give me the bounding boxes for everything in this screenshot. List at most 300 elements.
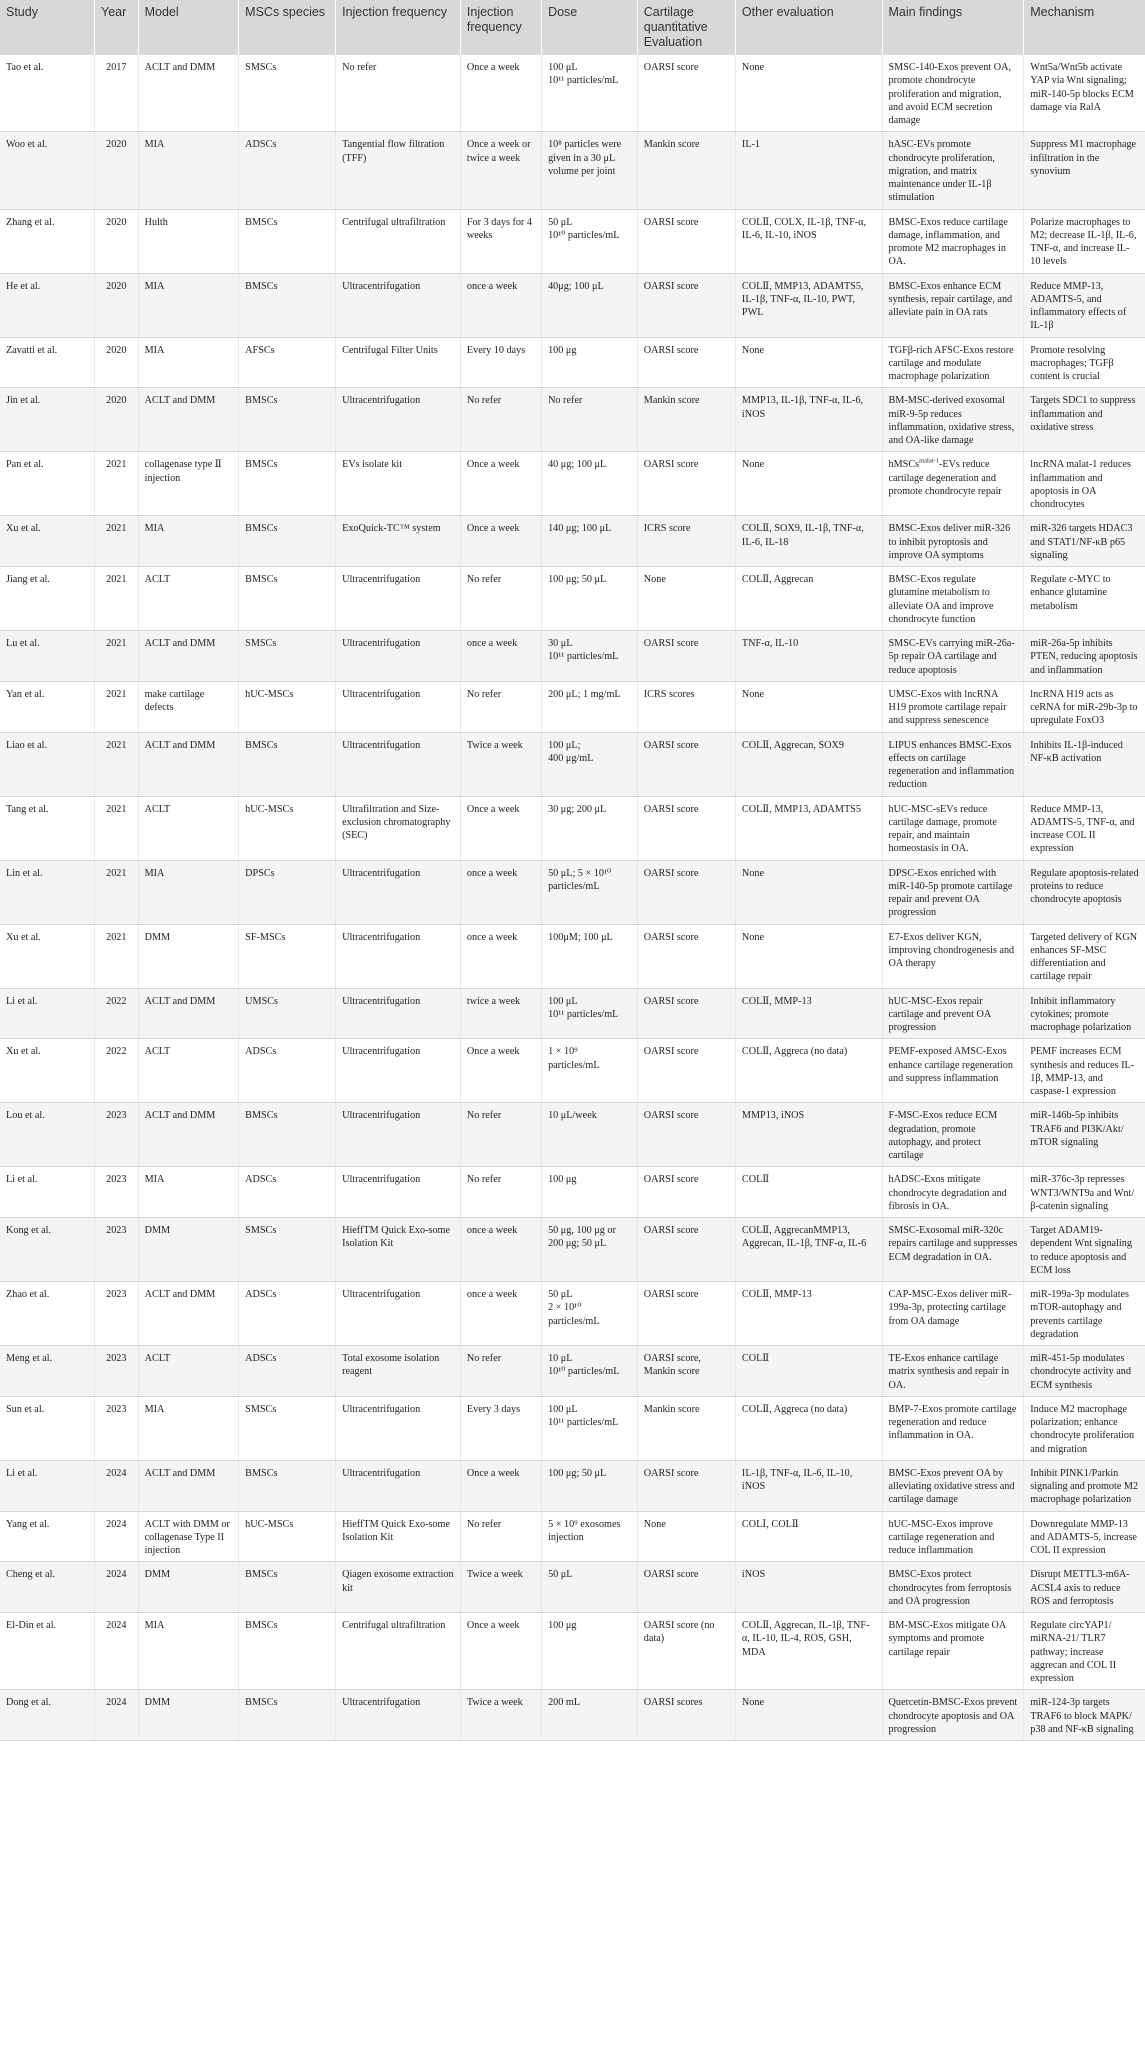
cell-species: SMSCs [239, 55, 336, 132]
cell-mechanism: miR-146b-5p inhibits TRAF6 and PI3K/Akt/ mTOR signaling [1024, 1103, 1145, 1167]
cell-method: Total exosome isolation reagent [336, 1346, 461, 1397]
cell-species: BMSCs [239, 388, 336, 452]
cell-findings: BMP-7-Exos promote cartilage regeneration and reduce inflammation in OA. [882, 1396, 1024, 1460]
cell-species: BMSCs [239, 567, 336, 631]
cell-model: DMM [138, 1218, 239, 1282]
cell-findings: BMSC-Exos regulate glutamine metabolism to alleviate OA and improve chondrocyte function [882, 567, 1024, 631]
cell-other: MMP13, iNOS [735, 1103, 882, 1167]
cell-frequency: once a week [460, 273, 541, 337]
cell-study: Zhang et al. [0, 209, 95, 273]
header-other-evaluation: Other evaluation [735, 0, 882, 55]
cell-frequency: Twice a week [460, 732, 541, 796]
cell-study: Pan et al. [0, 452, 95, 516]
cell-mechanism: miR-124-3p targets TRAF6 to block MAPK/ p38 and NF-κB signaling [1024, 1690, 1145, 1741]
cell-species: ADSCs [239, 1346, 336, 1397]
cell-findings: hADSC-Exos mitigate chondrocyte degradation and fibrosis in OA. [882, 1167, 1024, 1218]
cell-year: 2020 [95, 388, 139, 452]
header-main-findings: Main findings [882, 0, 1024, 55]
cell-score: Mankin score [637, 388, 735, 452]
table-row [0, 273, 1145, 337]
cell-score: OARSI score [637, 1562, 735, 1613]
cell-score: None [637, 1511, 735, 1562]
cell-method: Qiagen exosome extraction kit [336, 1562, 461, 1613]
table-header-row [0, 0, 1145, 55]
cell-mechanism: PEMF increases ECM synthesis and reduces IL-1β, MMP-13, and caspase-1 expression [1024, 1039, 1145, 1103]
cell-other: COLⅡ, AggrecanMMP13, Aggrecan, IL-1β, TNF-α, IL-6 [735, 1218, 882, 1282]
cell-other: None [735, 337, 882, 388]
cell-species: SMSCs [239, 631, 336, 682]
cell-mechanism: lncRNA H19 acts as ceRNA for miR-29b-3p to upregulate FoxO3 [1024, 681, 1145, 732]
cell-frequency: Once a week [460, 516, 541, 567]
cell-year: 2021 [95, 631, 139, 682]
cell-mechanism: lncRNA malat-1 reduces inflammation and apoptosis in OA chondrocytes [1024, 452, 1145, 516]
cell-method: Ultracentrifugation [336, 1039, 461, 1103]
cell-year: 2023 [95, 1103, 139, 1167]
cell-other: COLⅡ, Aggreca (no data) [735, 1396, 882, 1460]
cell-study: Zhao et al. [0, 1282, 95, 1346]
cell-species: ADSCs [239, 1167, 336, 1218]
cell-study: Zavatti et al. [0, 337, 95, 388]
cell-frequency: No refer [460, 1167, 541, 1218]
cell-other: COLⅡ [735, 1346, 882, 1397]
cell-score: OARSI score [637, 273, 735, 337]
cell-findings: BMSC-Exos protect chondrocytes from ferroptosis and OA progression [882, 1562, 1024, 1613]
cell-dose: 30 μg; 200 μL [542, 796, 638, 860]
cell-species: hUC-MSCs [239, 1511, 336, 1562]
cell-model: ACLT and DMM [138, 732, 239, 796]
cell-model: make cartilage defects [138, 681, 239, 732]
table-row [0, 516, 1145, 567]
cell-model: ACLT and DMM [138, 1103, 239, 1167]
cell-dose: 10 μL/week [542, 1103, 638, 1167]
cell-species: ADSCs [239, 1282, 336, 1346]
cell-study: Jiang et al. [0, 567, 95, 631]
cell-study: Cheng et al. [0, 1562, 95, 1613]
cell-mechanism: Polarize macrophages to M2; decrease IL-1β, IL-6, TNF-α, and increase IL-10 levels [1024, 209, 1145, 273]
cell-year: 2021 [95, 681, 139, 732]
cell-findings: SMSC-Exosomal miR-320c repairs cartilage and suppresses ECM degradation in OA. [882, 1218, 1024, 1282]
table-row [0, 631, 1145, 682]
cell-model: MIA [138, 1167, 239, 1218]
cell-method: No refer [336, 55, 461, 132]
cell-score: OARSI score [637, 796, 735, 860]
cell-score: ICRS score [637, 516, 735, 567]
cell-frequency: Every 3 days [460, 1396, 541, 1460]
cell-year: 2021 [95, 567, 139, 631]
cell-score: OARSI scores [637, 1690, 735, 1741]
cell-species: hUC-MSCs [239, 681, 336, 732]
cell-model: ACLT [138, 1039, 239, 1103]
cell-model: MIA [138, 1396, 239, 1460]
table-row [0, 132, 1145, 209]
cell-dose: 10 μL 10¹⁰ particles/mL [542, 1346, 638, 1397]
cell-species: BMSCs [239, 209, 336, 273]
cell-other: COLⅡ, MMP-13 [735, 988, 882, 1039]
table-row [0, 988, 1145, 1039]
cell-frequency: once a week [460, 631, 541, 682]
cell-year: 2021 [95, 860, 139, 924]
cell-mechanism: Inhibit PINK1/Parkin signaling and promote M2 macrophage polarization [1024, 1460, 1145, 1511]
cell-score: OARSI score [637, 1460, 735, 1511]
table-row [0, 732, 1145, 796]
cell-species: UMSCs [239, 988, 336, 1039]
cell-frequency: For 3 days for 4 weeks [460, 209, 541, 273]
cell-dose: 100 μL; 400 μg/mL [542, 732, 638, 796]
table-row [0, 388, 1145, 452]
cell-other: None [735, 924, 882, 988]
cell-study: Lin et al. [0, 860, 95, 924]
cell-score: Mankin score [637, 1396, 735, 1460]
cell-findings: BMSC-Exos prevent OA by alleviating oxidative stress and cartilage damage [882, 1460, 1024, 1511]
cell-other: None [735, 452, 882, 516]
header-isolation-method: Injection frequency [336, 0, 461, 55]
cell-model: ACLT and DMM [138, 631, 239, 682]
cell-dose: 40μg; 100 μL [542, 273, 638, 337]
cell-model: DMM [138, 1562, 239, 1613]
cell-model: DMM [138, 1690, 239, 1741]
cell-mechanism: Wnt5a/Wnt5b activate YAP via Wnt signaling; miR-140-5p blocks ECM damage via RalA [1024, 55, 1145, 132]
header-model: Model [138, 0, 239, 55]
cell-year: 2022 [95, 1039, 139, 1103]
cell-mechanism: miR-451-5p modulates chondrocyte activity and ECM synthesis [1024, 1346, 1145, 1397]
cell-model: MIA [138, 1613, 239, 1690]
cell-frequency: twice a week [460, 988, 541, 1039]
cell-method: Ultrafiltration and Size-exclusion chromatography (SEC) [336, 796, 461, 860]
cell-model: ACLT [138, 1346, 239, 1397]
cell-year: 2023 [95, 1167, 139, 1218]
cell-method: Tangential flow filtration (TFF) [336, 132, 461, 209]
cell-mechanism: Induce M2 macrophage polarization; enhance chondrocyte proliferation and migration [1024, 1396, 1145, 1460]
cell-method: Ultracentrifugation [336, 732, 461, 796]
cell-mechanism: Inhibit inflammatory cytokines; promote macrophage polarization [1024, 988, 1145, 1039]
cell-study: Xu et al. [0, 1039, 95, 1103]
cell-study: Xu et al. [0, 924, 95, 988]
cell-dose: No refer [542, 388, 638, 452]
cell-model: ACLT and DMM [138, 1460, 239, 1511]
cell-frequency: Once a week [460, 452, 541, 516]
cell-mechanism: Reduce MMP-13, ADAMTS-5, TNF-α, and increase COL II expression [1024, 796, 1145, 860]
cell-study: Yang et al. [0, 1511, 95, 1562]
cell-method: Ultracentrifugation [336, 1282, 461, 1346]
cell-species: BMSCs [239, 1613, 336, 1690]
cell-study: Liao et al. [0, 732, 95, 796]
cell-study: Li et al. [0, 988, 95, 1039]
cell-frequency: Once a week [460, 1460, 541, 1511]
cell-year: 2024 [95, 1562, 139, 1613]
cell-findings: hUC-MSC-Exos repair cartilage and prevent OA progression [882, 988, 1024, 1039]
cell-mechanism: Targets SDC1 to suppress inflammation and oxidative stress [1024, 388, 1145, 452]
cell-score: OARSI score [637, 924, 735, 988]
cell-frequency: Once a week [460, 1039, 541, 1103]
cell-mechanism: Regulate apoptosis-related proteins to reduce chondrocyte apoptosis [1024, 860, 1145, 924]
table-row [0, 860, 1145, 924]
cell-score: OARSI score, Mankin score [637, 1346, 735, 1397]
cell-findings: BMSC-Exos deliver miR-326 to inhibit pyroptosis and improve OA symptoms [882, 516, 1024, 567]
cell-mechanism: miR-326 targets HDAC3 and STAT1/NF-κB p65 signaling [1024, 516, 1145, 567]
cell-findings: F-MSC-Exos reduce ECM degradation, promote autophagy, and protect cartilage [882, 1103, 1024, 1167]
cell-other: COLⅡ, MMP-13 [735, 1282, 882, 1346]
cell-method: Ultracentrifugation [336, 1690, 461, 1741]
cell-model: MIA [138, 516, 239, 567]
cell-method: Ultracentrifugation [336, 681, 461, 732]
cell-frequency: Every 10 days [460, 337, 541, 388]
cell-study: Tang et al. [0, 796, 95, 860]
cell-score: OARSI score [637, 337, 735, 388]
cell-year: 2017 [95, 55, 139, 132]
cell-findings: TE-Exos enhance cartilage matrix synthesis and repair in OA. [882, 1346, 1024, 1397]
cell-year: 2023 [95, 1396, 139, 1460]
cell-other: COLⅡ, COLX, IL-1β, TNF-α, IL-6, IL-10, iNOS [735, 209, 882, 273]
cell-year: 2020 [95, 209, 139, 273]
cell-findings: SMSC-140-Exos prevent OA, promote chondrocyte proliferation and migration, and avoid ECM secretion damage [882, 55, 1024, 132]
cell-dose: 200 μL; 1 mg/mL [542, 681, 638, 732]
cell-other: None [735, 860, 882, 924]
cell-study: Lou et al. [0, 1103, 95, 1167]
cell-findings: Quercetin-BMSC-Exos prevent chondrocyte apoptosis and OA progression [882, 1690, 1024, 1741]
cell-study: Li et al. [0, 1167, 95, 1218]
cell-model: ACLT and DMM [138, 55, 239, 132]
cell-dose: 40 μg; 100 μL [542, 452, 638, 516]
cell-score: OARSI score [637, 1167, 735, 1218]
cell-other: iNOS [735, 1562, 882, 1613]
cell-frequency: No refer [460, 388, 541, 452]
cell-dose: 1 × 10⁹ particles/mL [542, 1039, 638, 1103]
cell-study: El-Din et al. [0, 1613, 95, 1690]
cell-dose: 100 μL 10¹¹ particles/mL [542, 55, 638, 132]
table-row [0, 1511, 1145, 1562]
cell-study: Jin et al. [0, 388, 95, 452]
cell-method: EVs isolate kit [336, 452, 461, 516]
cell-frequency: Once a week [460, 1613, 541, 1690]
cell-findings: BMSC-Exos enhance ECM synthesis, repair cartilage, and alleviate pain in OA rats [882, 273, 1024, 337]
cell-findings: DPSC-Exos enriched with miR-140-5p promote cartilage repair and prevent OA progression [882, 860, 1024, 924]
cell-dose: 100 μg [542, 1613, 638, 1690]
cell-study: Sun et al. [0, 1396, 95, 1460]
cell-study: Tao et al. [0, 55, 95, 132]
cell-method: Ultracentrifugation [336, 273, 461, 337]
cell-study: Li et al. [0, 1460, 95, 1511]
cell-species: SMSCs [239, 1396, 336, 1460]
cell-frequency: Once a week [460, 55, 541, 132]
cell-score: OARSI score [637, 55, 735, 132]
cell-species: BMSCs [239, 1690, 336, 1741]
cell-frequency: Once a week or twice a week [460, 132, 541, 209]
cell-method: Ultracentrifugation [336, 924, 461, 988]
table-row [0, 1103, 1145, 1167]
cell-frequency: No refer [460, 1103, 541, 1167]
cell-mechanism: Regulate circYAP1/ miRNA-21/ TLR7 pathway; increase aggrecan and COL II expression [1024, 1613, 1145, 1690]
table-row [0, 1282, 1145, 1346]
cell-species: SF-MSCs [239, 924, 336, 988]
table-row [0, 1167, 1145, 1218]
cell-dose: 50 μL 10¹⁰ particles/mL [542, 209, 638, 273]
cell-frequency: Twice a week [460, 1562, 541, 1613]
cell-frequency: No refer [460, 1511, 541, 1562]
cell-year: 2023 [95, 1282, 139, 1346]
header-cartilage-evaluation: Cartilage quantitative Evaluation [637, 0, 735, 55]
header-mechanism: Mechanism [1024, 0, 1145, 55]
cell-dose: 50 μL; 5 × 10¹⁰ particles/mL [542, 860, 638, 924]
cell-other: COLⅡ, Aggrecan, IL-1β, TNF-α, IL-10, IL-4, ROS, GSH, MDA [735, 1613, 882, 1690]
cell-model: MIA [138, 132, 239, 209]
cell-year: 2020 [95, 132, 139, 209]
cell-frequency: once a week [460, 1282, 541, 1346]
cell-other: COLⅡ, Aggreca (no data) [735, 1039, 882, 1103]
cell-score: OARSI score [637, 1282, 735, 1346]
cell-study: Xu et al. [0, 516, 95, 567]
table-row [0, 1690, 1145, 1741]
cell-year: 2021 [95, 796, 139, 860]
header-study: Study [0, 0, 95, 55]
cell-method: HieffTM Quick Exo-some Isolation Kit [336, 1218, 461, 1282]
cell-dose: 100 μg; 50 μL [542, 567, 638, 631]
cell-other: COLⅡ, SOX9, IL-1β, TNF-α, IL-6, IL-18 [735, 516, 882, 567]
cell-findings: BMSC-Exos reduce cartilage damage, inflammation, and promote M2 macrophages in OA. [882, 209, 1024, 273]
table-row [0, 1562, 1145, 1613]
cell-score: Mankin score [637, 132, 735, 209]
cell-other: IL-1β, TNF-α, IL-6, IL-10, iNOS [735, 1460, 882, 1511]
cell-species: DPSCs [239, 860, 336, 924]
cell-year: 2023 [95, 1346, 139, 1397]
cell-dose: 50 μL 2 × 10¹⁰ particles/mL [542, 1282, 638, 1346]
cell-method: Centrifugal ultrafiltration [336, 209, 461, 273]
cell-species: BMSCs [239, 1460, 336, 1511]
cell-score: OARSI score [637, 631, 735, 682]
table-row [0, 1039, 1145, 1103]
cell-dose: 10⁸ particles were given in a 30 μL volume per joint [542, 132, 638, 209]
cell-dose: 100 μL 10¹¹ particles/mL [542, 988, 638, 1039]
cell-score: OARSI score (no data) [637, 1613, 735, 1690]
cell-year: 2020 [95, 273, 139, 337]
cell-findings: TGFβ-rich AFSC-Exos restore cartilage and modulate macrophage polarization [882, 337, 1024, 388]
cell-year: 2021 [95, 924, 139, 988]
cell-dose: 100μM; 100 μL [542, 924, 638, 988]
cell-species: SMSCs [239, 1218, 336, 1282]
cell-frequency: No refer [460, 1346, 541, 1397]
table-row [0, 452, 1145, 516]
cell-score: ICRS scores [637, 681, 735, 732]
cell-mechanism: Inhibits IL-1β-induced NF-κB activation [1024, 732, 1145, 796]
cell-mechanism: miR-376c-3p represses WNT3/WNT9a and Wnt/ β-catenin signaling [1024, 1167, 1145, 1218]
cell-other: COLⅡ, MMP13, ADAMTS5, IL-1β, TNF-α, IL-10, PWT, PWL [735, 273, 882, 337]
header-year: Year [95, 0, 139, 55]
table-row [0, 1460, 1145, 1511]
header-injection-frequency: Injection frequency [460, 0, 541, 55]
cell-model: ACLT with DMM or collagenase Type II injection [138, 1511, 239, 1562]
cell-mechanism: Regulate c-MYC to enhance glutamine metabolism [1024, 567, 1145, 631]
cell-method: Ultracentrifugation [336, 1460, 461, 1511]
cell-other: TNF-α, IL-10 [735, 631, 882, 682]
cell-species: ADSCs [239, 132, 336, 209]
cell-year: 2024 [95, 1460, 139, 1511]
cell-other: COLⅡ, Aggrecan, SOX9 [735, 732, 882, 796]
cell-study: Kong et al. [0, 1218, 95, 1282]
cell-mechanism: Targeted delivery of KGN enhances SF-MSC differentiation and cartilage repair [1024, 924, 1145, 988]
cell-other: IL-1 [735, 132, 882, 209]
cell-findings: hUC-MSC-Exos improve cartilage regeneration and reduce inflammation [882, 1511, 1024, 1562]
cell-dose: 5 × 10⁹ exosomes injection [542, 1511, 638, 1562]
table-row [0, 567, 1145, 631]
cell-score: OARSI score [637, 1039, 735, 1103]
cell-species: BMSCs [239, 732, 336, 796]
header-msc-species: MSCs species [239, 0, 336, 55]
cell-score: OARSI score [637, 209, 735, 273]
cell-mechanism: miR-26a-5p inhibits PTEN, reducing apoptosis and inflammation [1024, 631, 1145, 682]
cell-mechanism: Disrupt METTL3-m6A-ACSL4 axis to reduce ROS and ferroptosis [1024, 1562, 1145, 1613]
cell-findings: BM-MSC-derived exosomal miR-9-5p reduces inflammation, oxidative stress, and OA-like damage [882, 388, 1024, 452]
cell-findings: hUC-MSC-sEVs reduce cartilage damage, promote repair, and maintain homeostasis in OA. [882, 796, 1024, 860]
cell-findings: UMSC-Exos with lncRNA H19 promote cartilage repair and suppress senescence [882, 681, 1024, 732]
cell-method: Ultracentrifugation [336, 1167, 461, 1218]
cell-method: Ultracentrifugation [336, 1103, 461, 1167]
cell-findings: CAP-MSC-Exos deliver miR-199a-3p, protecting cartilage from OA damage [882, 1282, 1024, 1346]
cell-species: AFSCs [239, 337, 336, 388]
cell-method: Ultracentrifugation [336, 860, 461, 924]
cell-year: 2021 [95, 732, 139, 796]
cell-study: Dong et al. [0, 1690, 95, 1741]
cell-score: OARSI score [637, 860, 735, 924]
cell-year: 2021 [95, 452, 139, 516]
cell-mechanism: miR-199a-3p modulates mTOR-autophagy and prevents cartilage degradation [1024, 1282, 1145, 1346]
cell-model: MIA [138, 273, 239, 337]
cell-species: BMSCs [239, 273, 336, 337]
cell-findings: E7-Exos deliver KGN, improving chondrogenesis and OA therapy [882, 924, 1024, 988]
cell-dose: 50 μL [542, 1562, 638, 1613]
cell-species: BMSCs [239, 516, 336, 567]
table-row [0, 209, 1145, 273]
cell-dose: 100 μg [542, 337, 638, 388]
cell-species: ADSCs [239, 1039, 336, 1103]
table-row [0, 924, 1145, 988]
cell-frequency: Twice a week [460, 1690, 541, 1741]
cell-score: None [637, 567, 735, 631]
table-row [0, 681, 1145, 732]
cell-model: Hulth [138, 209, 239, 273]
cell-dose: 30 μL 10¹¹ particles/mL [542, 631, 638, 682]
cell-year: 2023 [95, 1218, 139, 1282]
cell-other: COLⅡ, Aggrecan [735, 567, 882, 631]
cell-findings: LIPUS enhances BMSC-Exos effects on cartilage regeneration and inflammation reduction [882, 732, 1024, 796]
cell-year: 2024 [95, 1690, 139, 1741]
cell-species: BMSCs [239, 1562, 336, 1613]
cell-method: Ultracentrifugation [336, 631, 461, 682]
cell-method: ExoQuick-TC™ system [336, 516, 461, 567]
cell-study: He et al. [0, 273, 95, 337]
cell-model: ACLT [138, 796, 239, 860]
table-row [0, 1346, 1145, 1397]
cell-species: BMSCs [239, 452, 336, 516]
cell-other: COLⅡ [735, 1167, 882, 1218]
table-row [0, 1218, 1145, 1282]
cell-year: 2021 [95, 516, 139, 567]
cell-dose: 200 mL [542, 1690, 638, 1741]
cell-dose: 100 μL 10¹¹ particles/mL [542, 1396, 638, 1460]
cell-frequency: once a week [460, 924, 541, 988]
cell-model: MIA [138, 860, 239, 924]
cell-findings: SMSC-EVs carrying miR-26a-5p repair OA cartilage and reduce apoptosis [882, 631, 1024, 682]
cell-findings: BM-MSC-Exos mitigate OA symptoms and promote cartilage repair [882, 1613, 1024, 1690]
cell-other: None [735, 1690, 882, 1741]
cell-method: HieffTM Quick Exo-some Isolation Kit [336, 1511, 461, 1562]
cell-other: None [735, 681, 882, 732]
cell-model: ACLT and DMM [138, 988, 239, 1039]
cell-findings: hMSCs$^{malat-1}$-EVs reduce cartilage degeneration and promote chondrocyte repair [882, 452, 1024, 516]
cell-model: ACLT and DMM [138, 1282, 239, 1346]
cell-year: 2022 [95, 988, 139, 1039]
table-row [0, 337, 1145, 388]
cell-species: BMSCs [239, 1103, 336, 1167]
cell-year: 2020 [95, 337, 139, 388]
